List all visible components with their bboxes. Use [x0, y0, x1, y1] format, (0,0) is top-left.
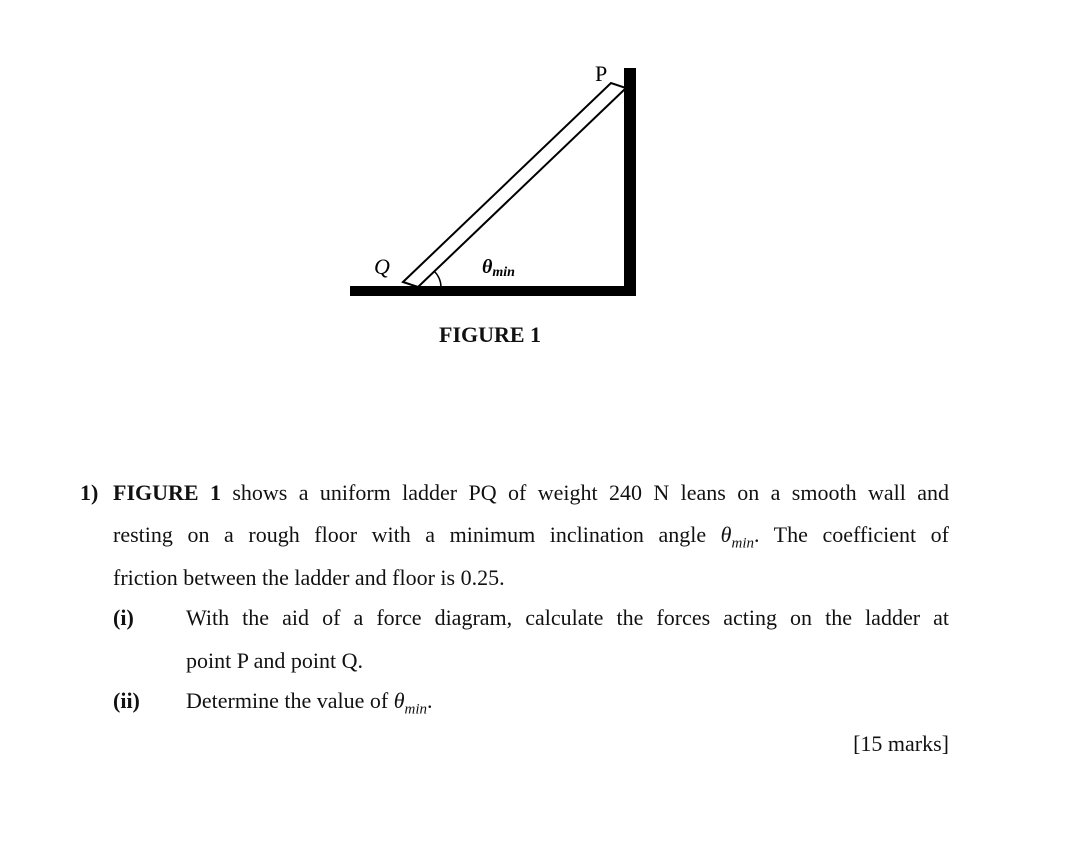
part-i-line-1: With the aid of a force diagram, calculate the forces acting on the ladder at [186, 605, 949, 630]
figure-reference: FIGURE 1 [113, 480, 221, 505]
part-i-line-2: point P and point Q. [186, 648, 364, 673]
part-ii-pre: Determine the value of [186, 688, 394, 713]
ladder [403, 83, 626, 287]
question-number: 1) [80, 480, 99, 505]
theta-subscript: min [731, 535, 754, 552]
question-line-2-post: . The coefficient of [753, 522, 949, 547]
theta-symbol: θ [720, 522, 732, 547]
theta-min [720, 522, 754, 552]
angle-arc [434, 271, 441, 287]
question-line-1 [113, 480, 949, 506]
floor [350, 286, 636, 296]
part-ii-text [186, 688, 949, 718]
label-q: Q [374, 254, 390, 279]
angle-subscript: min [492, 265, 515, 280]
angle-label [482, 256, 515, 280]
question-line-1-text: shows a uniform ladder PQ of weight 240 N leans on a smooth wall and [220, 480, 949, 505]
question-line-2 [113, 522, 949, 552]
part-ii-label: (ii) [113, 688, 140, 713]
part-i-label: (i) [113, 605, 134, 630]
label-p: P [595, 61, 608, 86]
part-ii-theta-min [393, 688, 428, 718]
wall [624, 68, 636, 296]
part-ii-theta-symbol: θ [393, 688, 405, 713]
part-ii-post: . [427, 688, 433, 713]
marks: [15 marks] [853, 731, 949, 756]
figure-caption: FIGURE 1 [439, 322, 542, 347]
question-line-2-pre: resting on a rough floor with a minimum inclination angle [113, 522, 721, 547]
part-ii-theta-subscript: min [404, 701, 428, 718]
question-line-3: friction between the ladder and floor is 0.25. [113, 565, 505, 590]
ladder-figure [0, 0, 1080, 320]
angle-symbol: θ [482, 256, 493, 278]
